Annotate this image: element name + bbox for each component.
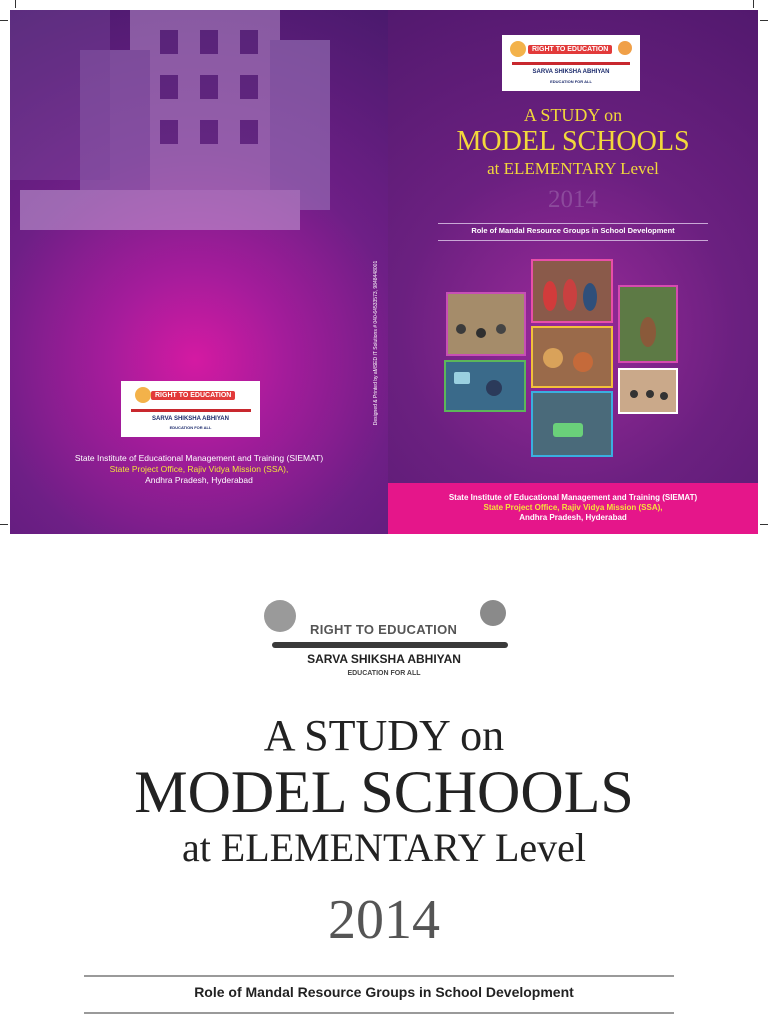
title-page-line1: A STUDY on bbox=[263, 711, 505, 760]
front-inst-line2: State Project Office, Rajiv Vidya Mission (SSA), bbox=[483, 503, 663, 512]
rte-banner: RIGHT TO EDUCATION bbox=[151, 391, 235, 400]
crop-mark-br-h bbox=[760, 524, 768, 525]
photo-students-assembly bbox=[531, 259, 613, 323]
subtitle-rule-top bbox=[438, 223, 708, 224]
back-inst-line2: State Project Office, Rajiv Vidya Mission (SSA), bbox=[109, 464, 289, 474]
title-page-year: 2014 bbox=[328, 889, 440, 951]
front-title-line1: A STUDY on bbox=[523, 105, 623, 125]
front-logo bbox=[502, 35, 640, 91]
efa-label: EDUCATION FOR ALL bbox=[550, 79, 592, 84]
crop-mark-bl-h bbox=[0, 524, 8, 525]
ssa-label: SARVA SHIKSHA ABHIYAN bbox=[532, 69, 610, 75]
pencil-bar bbox=[272, 642, 508, 648]
photo-science-activity bbox=[531, 391, 613, 457]
crop-mark-tr-h bbox=[760, 20, 768, 21]
pencil-bar bbox=[512, 62, 630, 65]
front-title-line2: MODEL SCHOOLS bbox=[456, 126, 690, 157]
title-page-logo bbox=[252, 594, 516, 684]
building-photo bbox=[10, 10, 380, 250]
front-institution-band bbox=[388, 483, 758, 534]
back-cover bbox=[10, 10, 388, 534]
front-cover bbox=[388, 10, 758, 534]
title-page-line2: MODEL SCHOOLS bbox=[134, 759, 634, 825]
spine-credit: Designed & Printed by aMSED IT Solutions # 040-64533573, 9848448001 bbox=[373, 260, 379, 426]
cover-spread bbox=[10, 10, 758, 534]
crop-mark-tl-v bbox=[15, 0, 16, 8]
front-subtitle: Role of Mandal Resource Groups in School Development bbox=[471, 226, 675, 235]
rte-banner: RIGHT TO EDUCATION bbox=[528, 45, 612, 54]
title-page-ssa: SARVA SHIKSHA ABHIYAN bbox=[307, 652, 461, 666]
ssa-label: SARVA SHIKSHA ABHIYAN bbox=[152, 416, 229, 422]
subtitle-rule-bottom bbox=[438, 240, 708, 241]
front-year: 2014 bbox=[548, 186, 598, 213]
pencil-bar bbox=[131, 409, 251, 412]
photo-classroom-floor bbox=[446, 292, 526, 356]
title-page-rule-top bbox=[84, 975, 674, 977]
photo-computer-lab bbox=[444, 360, 526, 412]
title-page bbox=[0, 534, 768, 1024]
crop-mark-tr-v bbox=[753, 0, 754, 8]
front-inst-line1: State Institute of Educational Management and Training (SIEMAT) bbox=[448, 493, 698, 502]
spine bbox=[366, 190, 384, 520]
title-page-rule-bottom bbox=[84, 1012, 674, 1014]
efa-label: EDUCATION FOR ALL bbox=[169, 425, 212, 430]
back-inst-line3: Andhra Pradesh, Hyderabad bbox=[145, 475, 253, 485]
child-icon bbox=[480, 600, 506, 626]
back-institution bbox=[10, 453, 388, 486]
title-page-line3: at ELEMENTARY Level bbox=[181, 825, 587, 870]
title-page-efa: EDUCATION FOR ALL bbox=[347, 670, 421, 677]
child-reading-icon bbox=[264, 600, 296, 632]
back-logo bbox=[121, 381, 260, 437]
photo-tree-planting bbox=[618, 285, 678, 363]
title-page-subtitle: Role of Mandal Resource Groups in School Development bbox=[194, 984, 574, 1000]
crop-mark-tl-h bbox=[0, 20, 8, 21]
child-reading-icon bbox=[510, 41, 526, 57]
child-icon bbox=[618, 41, 632, 55]
photo-group-activity bbox=[531, 326, 613, 388]
front-title-line3: at ELEMENTARY Level bbox=[487, 159, 659, 178]
back-inst-line1: State Institute of Educational Management and Training (SIEMAT) bbox=[74, 453, 324, 463]
child-reading-icon bbox=[135, 387, 151, 403]
title-page-rte: RIGHT TO EDUCATION bbox=[310, 622, 458, 637]
front-inst-line3: Andhra Pradesh, Hyderabad bbox=[519, 513, 627, 522]
photo-classroom-desks bbox=[618, 368, 678, 414]
